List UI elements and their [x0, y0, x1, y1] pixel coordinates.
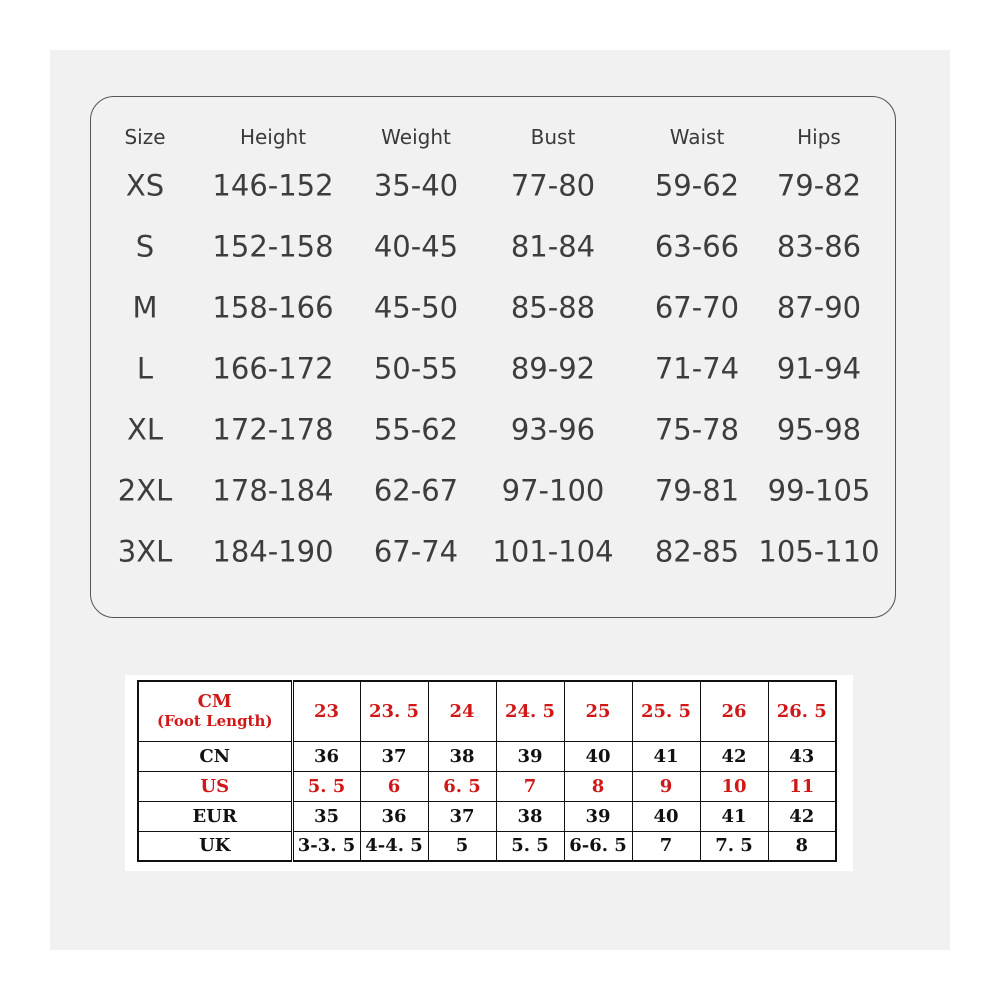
shoe-row-us	[138, 771, 836, 801]
shoe-value-cell: 4-4. 5	[360, 831, 428, 861]
shoe-size-chart	[125, 675, 853, 871]
size-cell-bust: 93-96	[510, 412, 596, 447]
header-weight: Weight	[381, 125, 451, 149]
shoe-row-cn	[138, 741, 836, 771]
shoe-row-label: US	[138, 771, 292, 801]
size-cell-bust: 77-80	[510, 168, 596, 203]
shoe-value-cell: 41	[632, 741, 700, 771]
shoe-value-cell: 37	[428, 801, 496, 831]
shoe-row-eur	[138, 801, 836, 831]
shoe-value-cell: 6-6. 5	[564, 831, 632, 861]
shoe-value-cell: 5. 5	[496, 831, 564, 861]
shoe-row-label: CN	[138, 741, 292, 771]
size-cell-hips: 87-90	[776, 290, 862, 325]
cm-value-cell: 26. 5	[768, 681, 836, 741]
shoe-row-label: EUR	[138, 801, 292, 831]
shoe-value-cell: 42	[700, 741, 768, 771]
size-cell-size: M	[132, 290, 158, 325]
size-cell-hips: 83-86	[776, 229, 862, 264]
size-cell-bust: 97-100	[501, 473, 605, 508]
shoe-value-cell: 40	[564, 741, 632, 771]
shoe-value-cell: 7	[496, 771, 564, 801]
size-cell-waist: 63-66	[654, 229, 740, 264]
size-cell-height: 158-166	[212, 290, 334, 325]
shoe-value-cell: 7. 5	[700, 831, 768, 861]
size-cell-weight: 67-74	[373, 534, 459, 569]
shoe-value-cell: 37	[360, 741, 428, 771]
size-cell-hips: 105-110	[758, 534, 880, 569]
shoe-value-cell: 40	[632, 801, 700, 831]
cm-value-cell: 25. 5	[632, 681, 700, 741]
shoe-value-cell: 43	[768, 741, 836, 771]
size-cell-weight: 50-55	[373, 351, 459, 386]
shoe-value-cell: 10	[700, 771, 768, 801]
size-table	[91, 97, 895, 617]
shoe-value-cell: 8	[768, 831, 836, 861]
size-cell-height: 184-190	[212, 534, 334, 569]
size-cell-bust: 101-104	[492, 534, 614, 569]
size-cell-weight: 45-50	[373, 290, 459, 325]
shoe-row-label: UK	[138, 831, 292, 861]
cm-value-cell: 26	[700, 681, 768, 741]
shoe-size-table	[137, 680, 837, 862]
shoe-value-cell: 3-3. 5	[292, 831, 360, 861]
size-cell-waist: 79-81	[654, 473, 740, 508]
shoe-value-cell: 6	[360, 771, 428, 801]
size-cell-size: S	[135, 229, 155, 264]
shoe-value-cell: 9	[632, 771, 700, 801]
shoe-value-cell: 42	[768, 801, 836, 831]
shoe-value-cell: 8	[564, 771, 632, 801]
size-cell-size: 2XL	[117, 473, 173, 508]
size-cell-size: L	[136, 351, 154, 386]
size-cell-size: XL	[126, 412, 164, 447]
size-cell-hips: 95-98	[776, 412, 862, 447]
shoe-value-cell: 7	[632, 831, 700, 861]
header-size: Size	[124, 125, 166, 149]
size-cell-hips: 79-82	[776, 168, 862, 203]
cm-value-cell: 24. 5	[496, 681, 564, 741]
cm-label-cell	[138, 681, 292, 741]
shoe-row-cm	[138, 681, 836, 741]
size-cell-waist: 82-85	[654, 534, 740, 569]
size-cell-weight: 35-40	[373, 168, 459, 203]
shoe-value-cell: 36	[292, 741, 360, 771]
size-cell-size: 3XL	[117, 534, 173, 569]
shoe-value-cell: 41	[700, 801, 768, 831]
size-cell-hips: 91-94	[776, 351, 862, 386]
header-waist: Waist	[669, 125, 725, 149]
header-bust: Bust	[530, 125, 576, 149]
size-cell-weight: 40-45	[373, 229, 459, 264]
shoe-value-cell: 6. 5	[428, 771, 496, 801]
header-hips: Hips	[797, 125, 841, 149]
cm-value-cell: 23	[292, 681, 360, 741]
size-cell-height: 178-184	[212, 473, 334, 508]
size-cell-weight: 62-67	[373, 473, 459, 508]
shoe-value-cell: 38	[496, 801, 564, 831]
size-cell-height: 166-172	[212, 351, 334, 386]
cm-label: CM	[197, 691, 232, 713]
size-cell-weight: 55-62	[373, 412, 459, 447]
size-cell-waist: 59-62	[654, 168, 740, 203]
size-cell-height: 172-178	[212, 412, 334, 447]
shoe-value-cell: 36	[360, 801, 428, 831]
size-cell-bust: 89-92	[510, 351, 596, 386]
cm-value-cell: 24	[428, 681, 496, 741]
clothing-size-chart	[90, 96, 896, 618]
size-cell-waist: 67-70	[654, 290, 740, 325]
foot-length-label: (Foot Length)	[156, 711, 273, 730]
size-cell-waist: 75-78	[654, 412, 740, 447]
size-cell-bust: 81-84	[510, 229, 596, 264]
shoe-value-cell: 5	[428, 831, 496, 861]
size-cell-bust: 85-88	[510, 290, 596, 325]
shoe-value-cell: 38	[428, 741, 496, 771]
cm-value-cell: 23. 5	[360, 681, 428, 741]
size-cell-waist: 71-74	[654, 351, 740, 386]
shoe-value-cell: 35	[292, 801, 360, 831]
size-cell-hips: 99-105	[767, 473, 871, 508]
cm-value-cell: 25	[564, 681, 632, 741]
shoe-value-cell: 39	[496, 741, 564, 771]
shoe-row-uk	[138, 831, 836, 861]
size-cell-size: XS	[125, 168, 165, 203]
size-cell-height: 152-158	[212, 229, 334, 264]
size-cell-height: 146-152	[212, 168, 334, 203]
shoe-value-cell: 39	[564, 801, 632, 831]
shoe-value-cell: 11	[768, 771, 836, 801]
header-height: Height	[239, 125, 307, 149]
shoe-value-cell: 5. 5	[292, 771, 360, 801]
